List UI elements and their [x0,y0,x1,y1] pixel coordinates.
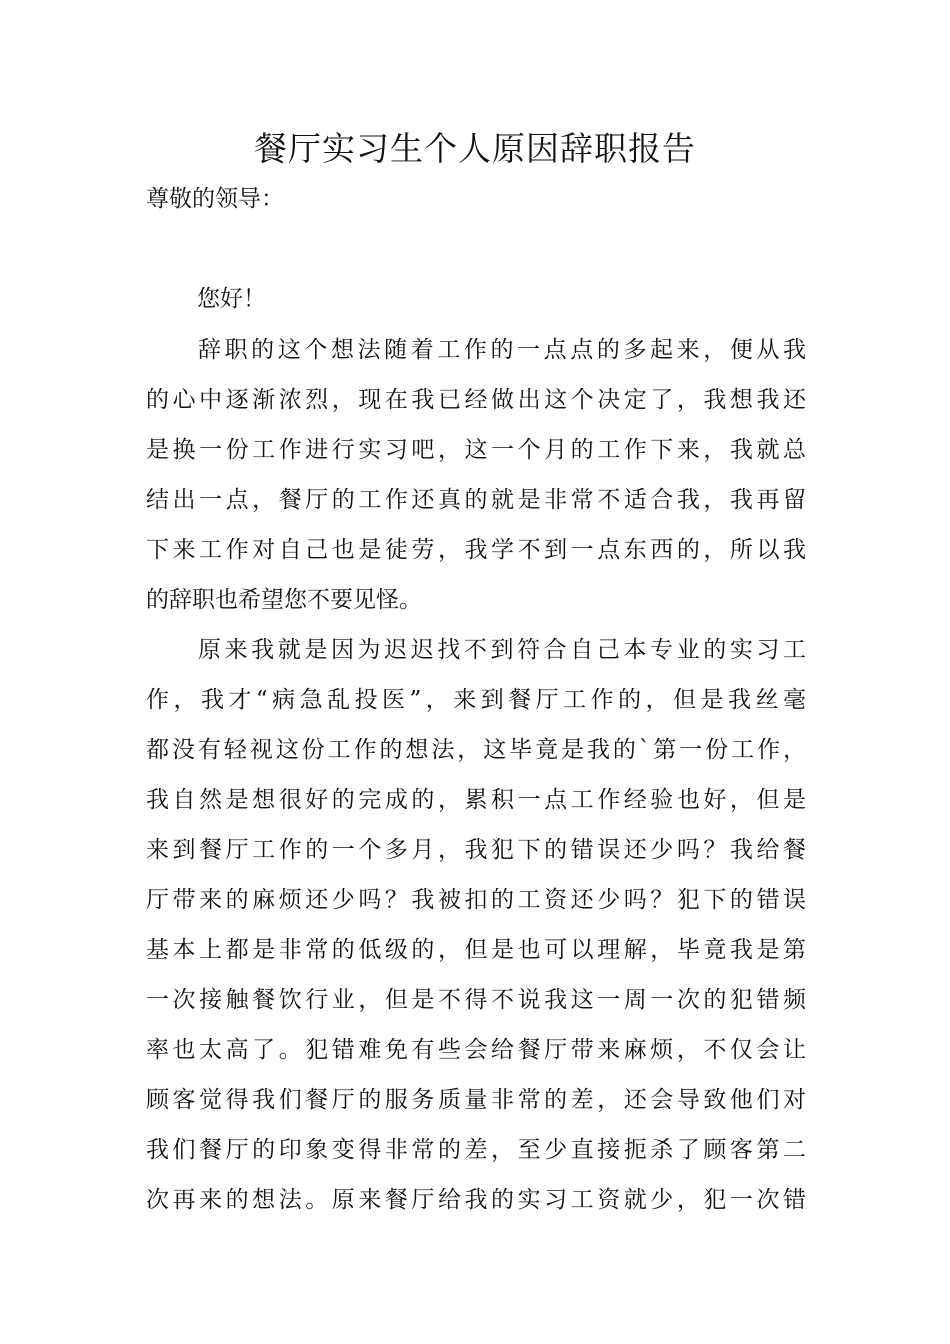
body-line: 下来工作对自己也是徒劳，我学不到一点东西的，所以我 [146,537,806,563]
greeting: 您好！ [197,286,266,312]
letter-body [146,332,806,1232]
salutation: 尊敬的领导： [146,186,284,212]
body-line: 是换一份工作进行实习吧，这一个月的工作下来，我就总 [146,437,806,463]
body-line: 次再来的想法。原来餐厅给我的实习工资就少，犯一次错 [146,1187,806,1213]
body-line: 厅带来的麻烦还少吗？我被扣的工资还少吗？犯下的错误 [146,887,806,913]
body-line: 我自然是想很好的完成的，累积一点工作经验也好，但是 [146,787,806,813]
body-line: 的辞职也希望您不要见怪。 [146,587,422,613]
body-line: 顾客觉得我们餐厅的服务质量非常的差，还会导致他们对 [146,1087,806,1113]
body-line: 辞职的这个想法随着工作的一点点的多起来，便从我 [198,337,806,363]
body-line: 一次接触餐饮行业，但是不得不说我这一周一次的犯错频 [146,987,806,1013]
body-line: 我们餐厅的印象变得非常的差，至少直接扼杀了顾客第二 [146,1137,806,1163]
body-line: 作，我才“病急乱投医”，来到餐厅工作的，但是我丝毫 [146,687,806,713]
body-line: 来到餐厅工作的一个多月，我犯下的错误还少吗？我给餐 [146,837,806,863]
body-line: 结出一点，餐厅的工作还真的就是非常不适合我，我再留 [146,487,806,513]
body-line: 都没有轻视这份工作的想法，这毕竟是我的`第一份工作， [146,737,806,763]
document-title: 餐厅实习生个人原因辞职报告 [254,129,696,168]
body-line: 基本上都是非常的低级的，但是也可以理解，毕竟我是第 [146,937,806,963]
body-line: 的心中逐渐浓烈，现在我已经做出这个决定了，我想我还 [146,387,806,413]
body-line: 原来我就是因为迟迟找不到符合自己本专业的实习工 [198,637,806,663]
body-line: 率也太高了。犯错难免有些会给餐厅带来麻烦，不仅会让 [146,1037,806,1063]
